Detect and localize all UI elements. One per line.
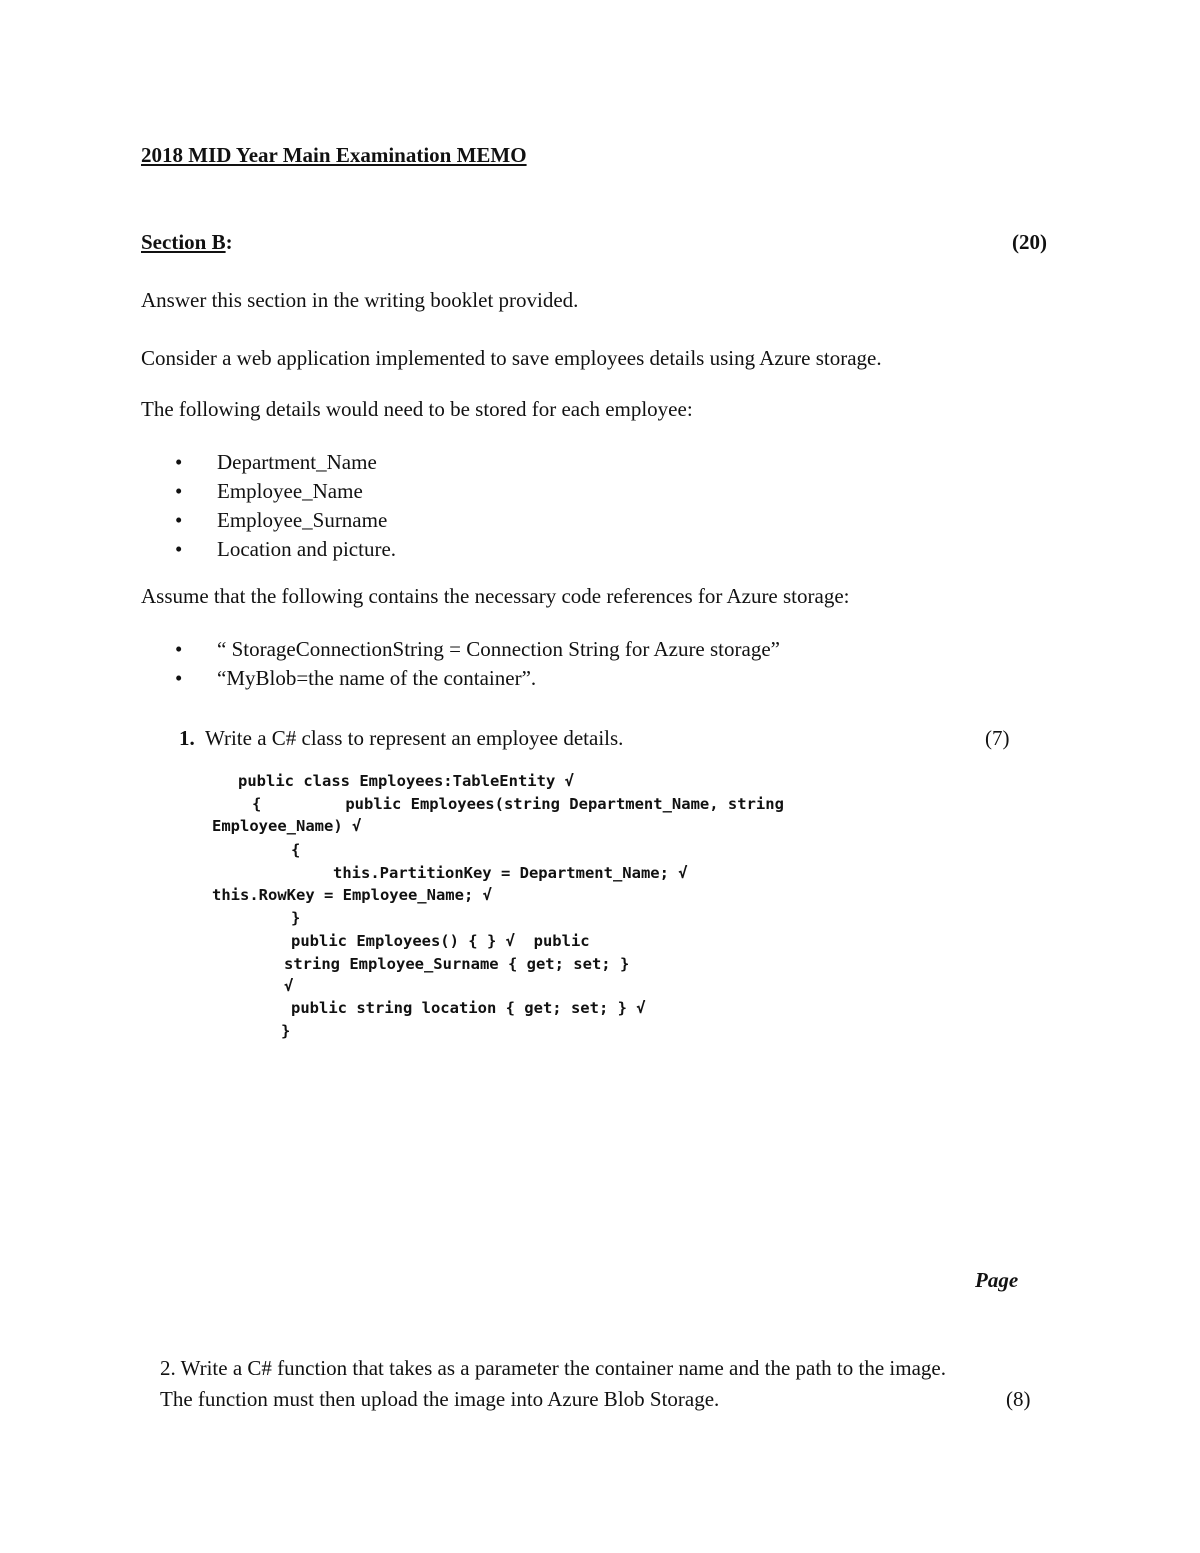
section-colon: : bbox=[225, 230, 233, 254]
list-item: Employee_Surname bbox=[217, 508, 388, 532]
question-1-text: Write a C# class to represent an employee details. bbox=[205, 726, 624, 750]
bullet-icon: • bbox=[175, 537, 183, 561]
code-line: { public Employees(string Department_Name, string bbox=[252, 795, 784, 813]
list-item: Location and picture. bbox=[217, 537, 397, 561]
question-2-text: 2. Write a C# function that takes as a parameter the container name and the path to the image. bbox=[160, 1356, 946, 1380]
code-line: this.RowKey = Employee_Name; √ bbox=[212, 886, 492, 904]
bullet-icon: • bbox=[175, 508, 183, 532]
list-item: Department_Name bbox=[217, 450, 377, 474]
code-line: this.PartitionKey = Department_Name; √ bbox=[333, 864, 688, 882]
scenario-paragraph: Consider a web application implemented to save employees details using Azure storage. bbox=[141, 346, 882, 370]
code-line: √ bbox=[284, 977, 294, 995]
document-title: 2018 MID Year Main Examination MEMO bbox=[141, 143, 527, 167]
code-line: public string location { get; set; } √ bbox=[291, 999, 646, 1017]
question-2-text-continued: The function must then upload the image into Azure Blob Storage. bbox=[160, 1387, 720, 1411]
code-line: } bbox=[281, 1022, 291, 1040]
bullet-icon: • bbox=[175, 479, 183, 503]
section-label: Section B bbox=[141, 230, 226, 254]
section-heading bbox=[141, 230, 233, 255]
assume-paragraph: Assume that the following contains the necessary code references for Azure storage: bbox=[141, 584, 850, 608]
reference-item: “MyBlob=the name of the container”. bbox=[217, 666, 537, 690]
code-line: string Employee_Surname { get; set; } bbox=[284, 955, 630, 973]
code-line: public Employees() { } √ public bbox=[291, 932, 590, 950]
page-footer: Page bbox=[975, 1268, 1019, 1292]
bullet-icon: • bbox=[175, 450, 183, 474]
question-1-number: 1. bbox=[179, 726, 195, 750]
question-2-marks: (8) bbox=[1006, 1387, 1031, 1411]
reference-item: “ StorageConnectionString = Connection String for Azure storage” bbox=[217, 637, 780, 661]
code-line: public class Employees:TableEntity √ bbox=[238, 772, 574, 790]
code-line: } bbox=[291, 909, 301, 927]
bullet-icon: • bbox=[175, 637, 183, 661]
list-item: Employee_Name bbox=[217, 479, 363, 503]
bullet-icon: • bbox=[175, 666, 183, 690]
section-marks: (20) bbox=[1012, 230, 1047, 254]
instruction-paragraph: Answer this section in the writing booklet provided. bbox=[141, 288, 579, 312]
code-line: { bbox=[291, 841, 301, 859]
question-1-marks: (7) bbox=[985, 726, 1010, 750]
details-paragraph: The following details would need to be stored for each employee: bbox=[141, 397, 693, 421]
code-line: Employee_Name) √ bbox=[212, 817, 362, 835]
